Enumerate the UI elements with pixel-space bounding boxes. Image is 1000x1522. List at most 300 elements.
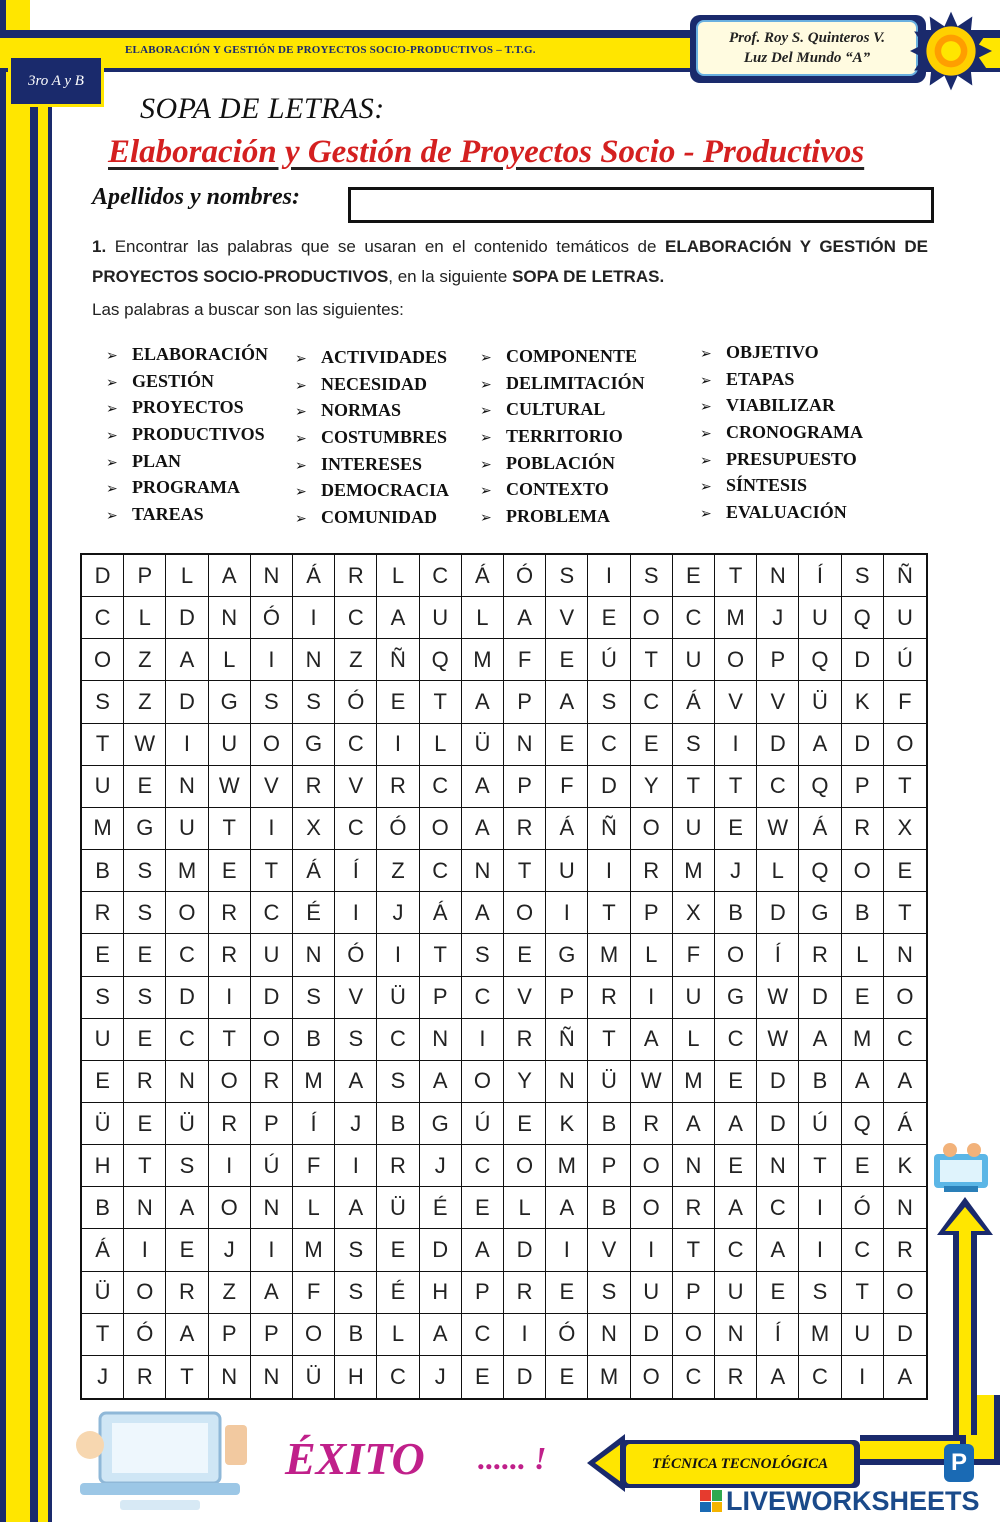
grid-cell[interactable]: M xyxy=(673,850,715,892)
grid-cell[interactable]: Ü xyxy=(588,1061,630,1103)
grid-cell[interactable]: D xyxy=(166,977,208,1019)
grid-cell[interactable]: H xyxy=(335,1356,377,1398)
grid-cell[interactable]: I xyxy=(715,724,757,766)
grid-cell[interactable]: C xyxy=(166,1019,208,1061)
grid-cell[interactable]: I xyxy=(251,1229,293,1271)
grid-cell[interactable]: L xyxy=(377,1314,419,1356)
grid-cell[interactable]: C xyxy=(715,1019,757,1061)
grid-cell[interactable]: D xyxy=(631,1314,673,1356)
grid-cell[interactable]: E xyxy=(377,1229,419,1271)
grid-cell[interactable]: F xyxy=(293,1272,335,1314)
grid-cell[interactable]: Á xyxy=(462,555,504,597)
grid-cell[interactable]: O xyxy=(715,934,757,976)
grid-cell[interactable]: Á xyxy=(884,1103,926,1145)
grid-cell[interactable]: E xyxy=(82,934,124,976)
grid-cell[interactable]: A xyxy=(462,681,504,723)
grid-cell[interactable]: U xyxy=(715,1272,757,1314)
grid-cell[interactable]: U xyxy=(631,1272,673,1314)
grid-cell[interactable]: O xyxy=(504,1145,546,1187)
grid-cell[interactable]: Ü xyxy=(799,681,841,723)
grid-cell[interactable]: G xyxy=(799,892,841,934)
grid-cell[interactable]: I xyxy=(462,1019,504,1061)
grid-cell[interactable]: F xyxy=(546,766,588,808)
grid-cell[interactable]: Ó xyxy=(335,681,377,723)
grid-cell[interactable]: S xyxy=(335,1272,377,1314)
grid-cell[interactable]: T xyxy=(673,766,715,808)
grid-cell[interactable]: Ñ xyxy=(588,808,630,850)
grid-cell[interactable]: P xyxy=(420,977,462,1019)
grid-cell[interactable]: B xyxy=(82,1187,124,1229)
grid-cell[interactable]: S xyxy=(251,681,293,723)
grid-cell[interactable]: C xyxy=(884,1019,926,1061)
grid-cell[interactable]: S xyxy=(377,1061,419,1103)
grid-cell[interactable]: U xyxy=(166,808,208,850)
grid-cell[interactable]: T xyxy=(251,850,293,892)
grid-cell[interactable]: M xyxy=(293,1061,335,1103)
grid-cell[interactable]: C xyxy=(842,1229,884,1271)
grid-cell[interactable]: I xyxy=(251,808,293,850)
grid-cell[interactable]: O xyxy=(209,1187,251,1229)
grid-cell[interactable]: Ü xyxy=(82,1272,124,1314)
grid-cell[interactable]: S xyxy=(82,681,124,723)
grid-cell[interactable]: B xyxy=(588,1103,630,1145)
grid-cell[interactable]: J xyxy=(377,892,419,934)
grid-cell[interactable]: G xyxy=(124,808,166,850)
grid-cell[interactable]: R xyxy=(124,1061,166,1103)
grid-cell[interactable]: S xyxy=(799,1272,841,1314)
grid-cell[interactable]: O xyxy=(631,1145,673,1187)
grid-cell[interactable]: Ü xyxy=(377,977,419,1019)
grid-cell[interactable]: C xyxy=(757,1187,799,1229)
grid-cell[interactable]: A xyxy=(715,1187,757,1229)
grid-cell[interactable]: Z xyxy=(124,681,166,723)
grid-cell[interactable]: B xyxy=(377,1103,419,1145)
grid-cell[interactable]: E xyxy=(673,555,715,597)
grid-cell[interactable]: U xyxy=(884,597,926,639)
grid-cell[interactable]: C xyxy=(631,681,673,723)
grid-cell[interactable]: P xyxy=(842,766,884,808)
grid-cell[interactable]: S xyxy=(842,555,884,597)
grid-cell[interactable]: I xyxy=(293,597,335,639)
grid-cell[interactable]: U xyxy=(673,977,715,1019)
grid-cell[interactable]: L xyxy=(631,934,673,976)
grid-cell[interactable]: N xyxy=(757,1145,799,1187)
grid-cell[interactable]: P xyxy=(631,892,673,934)
grid-cell[interactable]: M xyxy=(462,639,504,681)
grid-cell[interactable]: A xyxy=(546,681,588,723)
grid-cell[interactable]: N xyxy=(546,1061,588,1103)
grid-cell[interactable]: Ó xyxy=(842,1187,884,1229)
grid-cell[interactable]: Í xyxy=(293,1103,335,1145)
grid-cell[interactable]: C xyxy=(335,724,377,766)
grid-cell[interactable]: M xyxy=(673,1061,715,1103)
grid-cell[interactable]: A xyxy=(335,1187,377,1229)
grid-cell[interactable]: L xyxy=(377,555,419,597)
grid-cell[interactable]: T xyxy=(588,1019,630,1061)
grid-cell[interactable]: I xyxy=(631,977,673,1019)
grid-cell[interactable]: S xyxy=(588,1272,630,1314)
grid-cell[interactable]: I xyxy=(546,1229,588,1271)
grid-cell[interactable]: T xyxy=(209,808,251,850)
grid-cell[interactable]: W xyxy=(757,977,799,1019)
grid-cell[interactable]: E xyxy=(842,977,884,1019)
grid-cell[interactable]: R xyxy=(884,1229,926,1271)
grid-cell[interactable]: C xyxy=(462,1314,504,1356)
grid-cell[interactable]: A xyxy=(462,1229,504,1271)
grid-cell[interactable]: Í xyxy=(799,555,841,597)
grid-cell[interactable]: L xyxy=(673,1019,715,1061)
grid-cell[interactable]: D xyxy=(757,892,799,934)
grid-cell[interactable]: V xyxy=(546,597,588,639)
grid-cell[interactable]: D xyxy=(842,724,884,766)
grid-cell[interactable]: E xyxy=(715,808,757,850)
grid-cell[interactable]: L xyxy=(504,1187,546,1229)
grid-cell[interactable]: A xyxy=(462,892,504,934)
grid-cell[interactable]: S xyxy=(631,555,673,597)
grid-cell[interactable]: S xyxy=(462,934,504,976)
grid-cell[interactable]: R xyxy=(377,1145,419,1187)
grid-cell[interactable]: R xyxy=(673,1187,715,1229)
grid-cell[interactable]: Ú xyxy=(462,1103,504,1145)
name-input[interactable] xyxy=(348,187,934,223)
grid-cell[interactable]: V xyxy=(588,1229,630,1271)
grid-cell[interactable]: P xyxy=(504,766,546,808)
grid-cell[interactable]: I xyxy=(842,1356,884,1398)
grid-cell[interactable]: R xyxy=(504,1019,546,1061)
grid-cell[interactable]: T xyxy=(884,892,926,934)
grid-cell[interactable]: F xyxy=(884,681,926,723)
grid-cell[interactable]: P xyxy=(251,1103,293,1145)
grid-cell[interactable]: U xyxy=(673,639,715,681)
grid-cell[interactable]: N xyxy=(715,1314,757,1356)
grid-cell[interactable]: N xyxy=(166,766,208,808)
grid-cell[interactable]: Á xyxy=(673,681,715,723)
grid-cell[interactable]: S xyxy=(293,681,335,723)
grid-cell[interactable]: A xyxy=(897,1363,913,1389)
grid-cell[interactable]: N xyxy=(209,597,251,639)
grid-cell[interactable]: O xyxy=(715,639,757,681)
grid-cell[interactable]: N xyxy=(166,1061,208,1103)
grid-cell[interactable]: Á xyxy=(420,892,462,934)
grid-cell[interactable]: E xyxy=(462,1356,504,1398)
grid-cell[interactable]: R xyxy=(504,1272,546,1314)
grid-cell[interactable]: R xyxy=(588,977,630,1019)
grid-cell[interactable]: I xyxy=(209,977,251,1019)
grid-cell[interactable]: D xyxy=(420,1229,462,1271)
grid-cell[interactable]: E xyxy=(124,934,166,976)
grid-cell[interactable]: N xyxy=(124,1187,166,1229)
grid-cell[interactable]: M xyxy=(588,934,630,976)
grid-cell[interactable]: E xyxy=(209,850,251,892)
grid-cell[interactable]: C xyxy=(420,850,462,892)
grid-cell[interactable]: Ñ xyxy=(546,1019,588,1061)
grid-cell[interactable]: R xyxy=(504,808,546,850)
grid-cell[interactable]: E xyxy=(462,1187,504,1229)
grid-cell[interactable]: E xyxy=(124,1019,166,1061)
grid-cell[interactable]: N xyxy=(588,1314,630,1356)
grid-cell[interactable]: N xyxy=(884,1187,926,1229)
grid-cell[interactable]: R xyxy=(251,1061,293,1103)
grid-cell[interactable]: L xyxy=(462,597,504,639)
grid-cell[interactable]: T xyxy=(124,1145,166,1187)
grid-cell[interactable]: A xyxy=(462,766,504,808)
grid-cell[interactable]: V xyxy=(251,766,293,808)
grid-cell[interactable]: Q xyxy=(420,639,462,681)
grid-cell[interactable]: O xyxy=(251,724,293,766)
grid-cell[interactable]: S xyxy=(166,1145,208,1187)
grid-cell[interactable]: O xyxy=(631,808,673,850)
grid-cell[interactable]: D xyxy=(82,555,124,597)
grid-cell[interactable]: V xyxy=(335,977,377,1019)
grid-cell[interactable]: T xyxy=(842,1272,884,1314)
grid-cell[interactable]: N xyxy=(504,724,546,766)
grid-cell[interactable]: E xyxy=(504,934,546,976)
grid-cell[interactable]: J xyxy=(757,597,799,639)
grid-cell[interactable]: É xyxy=(420,1187,462,1229)
grid-cell[interactable]: B xyxy=(293,1019,335,1061)
grid-cell[interactable]: I xyxy=(251,639,293,681)
grid-cell[interactable]: T xyxy=(504,850,546,892)
grid-cell[interactable]: É xyxy=(377,1272,419,1314)
grid-cell[interactable]: Í xyxy=(757,1314,799,1356)
grid-cell[interactable]: T xyxy=(209,1019,251,1061)
grid-cell[interactable]: I xyxy=(588,850,630,892)
grid-cell[interactable]: J xyxy=(209,1229,251,1271)
grid-cell[interactable]: N xyxy=(462,850,504,892)
grid-cell[interactable]: U xyxy=(842,1314,884,1356)
grid-cell[interactable]: A xyxy=(842,1061,884,1103)
grid-cell[interactable]: A xyxy=(166,1314,208,1356)
grid-cell[interactable]: W xyxy=(631,1061,673,1103)
grid-cell[interactable]: T xyxy=(715,766,757,808)
grid-cell[interactable]: Ü xyxy=(166,1103,208,1145)
grid-cell[interactable]: V xyxy=(715,681,757,723)
grid-cell[interactable]: S xyxy=(293,977,335,1019)
grid-cell[interactable]: Ó xyxy=(504,555,546,597)
grid-cell[interactable]: Á xyxy=(293,555,335,597)
grid-cell[interactable]: H xyxy=(82,1145,124,1187)
grid-cell[interactable]: L xyxy=(166,555,208,597)
grid-cell[interactable]: M xyxy=(588,1356,630,1398)
grid-cell[interactable]: O xyxy=(82,639,124,681)
grid-cell[interactable]: Ü xyxy=(462,724,504,766)
grid-cell[interactable]: O xyxy=(462,1061,504,1103)
grid-cell[interactable]: N xyxy=(293,934,335,976)
grid-cell[interactable]: E xyxy=(546,639,588,681)
grid-cell[interactable]: I xyxy=(799,1229,841,1271)
grid-cell[interactable]: U xyxy=(251,934,293,976)
grid-cell[interactable]: R xyxy=(209,892,251,934)
grid-cell[interactable]: C xyxy=(462,977,504,1019)
grid-cell[interactable]: Z xyxy=(124,639,166,681)
grid-cell[interactable]: C xyxy=(166,934,208,976)
grid-cell[interactable]: D xyxy=(166,681,208,723)
grid-cell[interactable]: Á xyxy=(293,850,335,892)
grid-cell[interactable]: Ó xyxy=(377,808,419,850)
grid-cell[interactable]: O xyxy=(884,1272,926,1314)
grid-cell[interactable]: J xyxy=(420,1356,462,1398)
grid-cell[interactable]: L xyxy=(757,850,799,892)
grid-cell[interactable]: C xyxy=(673,1356,715,1398)
grid-cell[interactable]: I xyxy=(546,892,588,934)
grid-cell[interactable]: C xyxy=(588,724,630,766)
grid-cell[interactable]: R xyxy=(842,808,884,850)
grid-cell[interactable]: E xyxy=(842,1145,884,1187)
grid-cell[interactable]: A xyxy=(799,1019,841,1061)
grid-cell[interactable]: I xyxy=(335,892,377,934)
grid-cell[interactable]: M xyxy=(293,1229,335,1271)
grid-cell[interactable]: Ü xyxy=(377,1187,419,1229)
grid-cell[interactable]: T xyxy=(884,766,926,808)
grid-cell[interactable]: N xyxy=(757,555,799,597)
grid-cell[interactable]: P xyxy=(504,681,546,723)
grid-cell[interactable]: K xyxy=(884,1145,926,1187)
grid-cell[interactable]: U xyxy=(546,850,588,892)
grid-cell[interactable]: D xyxy=(251,977,293,1019)
grid-cell[interactable]: E xyxy=(124,1103,166,1145)
grid-cell[interactable]: B xyxy=(715,892,757,934)
grid-cell[interactable]: A xyxy=(377,597,419,639)
grid-cell[interactable]: Ó xyxy=(335,934,377,976)
grid-cell[interactable]: A xyxy=(504,597,546,639)
grid-cell[interactable]: R xyxy=(166,1272,208,1314)
grid-cell[interactable]: O xyxy=(166,892,208,934)
grid-cell[interactable]: Ñ xyxy=(884,555,926,597)
grid-cell[interactable]: D xyxy=(757,1103,799,1145)
grid-cell[interactable]: Ó xyxy=(124,1314,166,1356)
grid-cell[interactable]: N xyxy=(251,1356,293,1398)
grid-cell[interactable]: O xyxy=(504,892,546,934)
grid-cell[interactable]: A xyxy=(799,724,841,766)
grid-cell[interactable]: Ü xyxy=(293,1356,335,1398)
grid-cell[interactable]: E xyxy=(631,724,673,766)
grid-cell[interactable]: T xyxy=(715,555,757,597)
grid-cell[interactable]: P xyxy=(462,1272,504,1314)
grid-cell[interactable]: S xyxy=(124,850,166,892)
grid-cell[interactable]: Ó xyxy=(251,597,293,639)
grid-cell[interactable]: Q xyxy=(799,766,841,808)
grid-cell[interactable]: S xyxy=(124,977,166,1019)
grid-cell[interactable]: P xyxy=(546,977,588,1019)
grid-cell[interactable]: S xyxy=(335,1019,377,1061)
grid-cell[interactable]: D xyxy=(588,766,630,808)
grid-cell[interactable]: E xyxy=(757,1272,799,1314)
grid-cell[interactable]: V xyxy=(504,977,546,1019)
grid-cell[interactable]: D xyxy=(757,724,799,766)
grid-cell[interactable]: Í xyxy=(335,850,377,892)
grid-cell[interactable]: Ú xyxy=(799,1103,841,1145)
grid-cell[interactable]: W xyxy=(757,808,799,850)
grid-cell[interactable]: O xyxy=(209,1061,251,1103)
grid-cell[interactable]: É xyxy=(293,892,335,934)
grid-cell[interactable]: R xyxy=(799,934,841,976)
grid-cell[interactable]: E xyxy=(546,1356,588,1398)
grid-cell[interactable]: N xyxy=(209,1356,251,1398)
grid-cell[interactable]: U xyxy=(82,766,124,808)
grid-cell[interactable]: Ü xyxy=(82,1103,124,1145)
grid-cell[interactable]: J xyxy=(420,1145,462,1187)
grid-cell[interactable]: E xyxy=(715,1145,757,1187)
grid-cell[interactable]: N xyxy=(420,1019,462,1061)
grid-cell[interactable]: T xyxy=(673,1229,715,1271)
grid-cell[interactable]: J xyxy=(715,850,757,892)
grid-cell[interactable]: D xyxy=(884,1314,926,1356)
grid-cell[interactable]: O xyxy=(884,977,926,1019)
grid-cell[interactable]: M xyxy=(715,597,757,639)
grid-cell[interactable]: M xyxy=(546,1145,588,1187)
grid-cell[interactable]: M xyxy=(842,1019,884,1061)
grid-cell[interactable]: U xyxy=(799,597,841,639)
grid-cell[interactable]: O xyxy=(842,850,884,892)
grid-cell[interactable]: A xyxy=(673,1103,715,1145)
grid-cell[interactable]: A xyxy=(757,1356,799,1398)
grid-cell[interactable]: S xyxy=(82,977,124,1019)
grid-cell[interactable]: G xyxy=(293,724,335,766)
grid-cell[interactable]: F xyxy=(504,639,546,681)
grid-cell[interactable]: E xyxy=(377,681,419,723)
grid-cell[interactable]: O xyxy=(631,597,673,639)
grid-cell[interactable]: R xyxy=(124,1356,166,1398)
grid-cell[interactable]: T xyxy=(82,724,124,766)
grid-cell[interactable]: G xyxy=(546,934,588,976)
grid-cell[interactable]: W xyxy=(757,1019,799,1061)
grid-cell[interactable]: C xyxy=(420,555,462,597)
grid-cell[interactable]: I xyxy=(124,1229,166,1271)
grid-cell[interactable]: I xyxy=(377,724,419,766)
grid-cell[interactable]: K xyxy=(842,681,884,723)
grid-cell[interactable]: J xyxy=(82,1356,124,1398)
grid-cell[interactable]: Z xyxy=(377,850,419,892)
grid-cell[interactable]: D xyxy=(842,639,884,681)
grid-cell[interactable]: H xyxy=(420,1272,462,1314)
grid-cell[interactable]: G xyxy=(715,977,757,1019)
grid-cell[interactable]: C xyxy=(462,1145,504,1187)
grid-cell[interactable]: A xyxy=(546,1187,588,1229)
grid-cell[interactable]: O xyxy=(124,1272,166,1314)
grid-cell[interactable]: C xyxy=(251,892,293,934)
grid-cell[interactable]: J xyxy=(335,1103,377,1145)
grid-cell[interactable]: O xyxy=(884,724,926,766)
grid-cell[interactable]: G xyxy=(209,681,251,723)
grid-cell[interactable]: X xyxy=(673,892,715,934)
grid-cell[interactable]: F xyxy=(673,934,715,976)
grid-cell[interactable]: L xyxy=(124,597,166,639)
grid-cell[interactable]: R xyxy=(335,555,377,597)
grid-cell[interactable]: U xyxy=(82,1019,124,1061)
grid-cell[interactable]: C xyxy=(757,766,799,808)
grid-cell[interactable]: E xyxy=(504,1103,546,1145)
grid-cell[interactable]: X xyxy=(884,808,926,850)
grid-cell[interactable]: A xyxy=(335,1061,377,1103)
grid-cell[interactable]: S xyxy=(546,555,588,597)
grid-cell[interactable]: I xyxy=(335,1145,377,1187)
grid-cell[interactable]: A xyxy=(420,1314,462,1356)
grid-cell[interactable]: E xyxy=(715,1061,757,1103)
grid-cell[interactable]: R xyxy=(631,1103,673,1145)
grid-cell[interactable]: O xyxy=(293,1314,335,1356)
grid-cell[interactable]: P xyxy=(757,639,799,681)
grid-cell[interactable]: C xyxy=(82,597,124,639)
grid-cell[interactable]: T xyxy=(799,1145,841,1187)
grid-cell[interactable]: O xyxy=(631,1356,673,1398)
grid-cell[interactable]: E xyxy=(884,850,926,892)
grid-cell[interactable]: Ó xyxy=(546,1314,588,1356)
grid-cell[interactable]: P xyxy=(209,1314,251,1356)
grid-cell[interactable]: O xyxy=(673,1314,715,1356)
grid-cell[interactable]: E xyxy=(166,1229,208,1271)
grid-cell[interactable]: I xyxy=(504,1314,546,1356)
grid-cell[interactable]: Ú xyxy=(588,639,630,681)
